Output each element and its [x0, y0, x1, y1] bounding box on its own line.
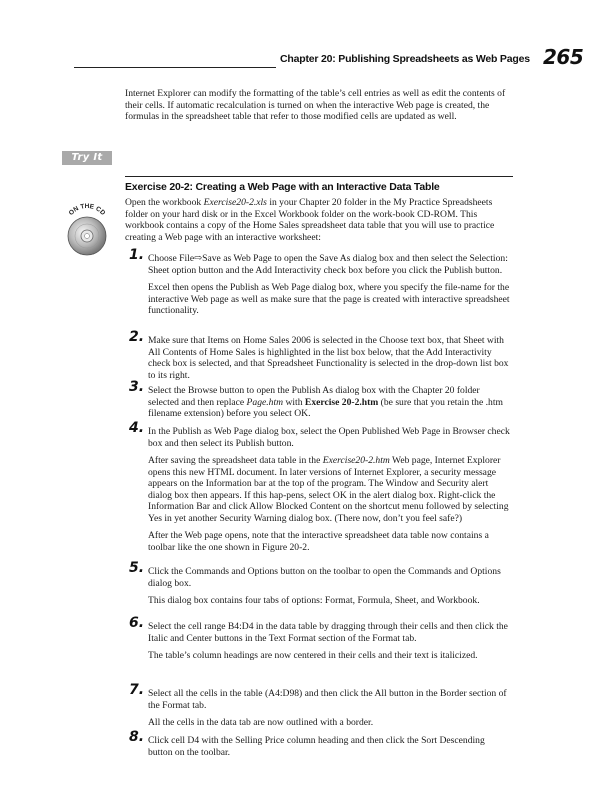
running-head: Chapter 20: Publishing Spreadsheets as Web Pages — [280, 53, 530, 65]
intro-paragraph: Internet Explorer can modify the formatting of the table’s cell entries as well as edit the contents of their cells. If automatic recalculation is turned on when the interactive Web page is created, the formulas in the spreadsheet table that refer to those modified cells are updated as well. — [125, 88, 506, 122]
step-number: 8. — [129, 729, 145, 745]
step-number: 3. — [129, 379, 145, 395]
step-number: 4. — [129, 420, 145, 436]
try-it-label: Try It — [62, 151, 112, 165]
step-text: In the Publish as Web Page dialog box, select the Open Published Web Page in Browser check box and then select its Publish button. — [148, 426, 510, 449]
step-note: All the cells in the data tab are now outlined with a border. — [148, 717, 374, 728]
step-number: 1. — [129, 247, 145, 263]
step-number: 2. — [129, 329, 145, 345]
step-text: Select the cell range B4:D4 in the data table by dragging through their cells and then click the Italic and Center buttons in the Text Format section of the Format tab. — [148, 621, 508, 644]
step-text: Select the Browse button to open the Publish As dialog box with the Chapter 20 folder selected and then replace Page.htm with Exercise 20-2.htm (be sure that you retain the .htm filename extension) before you select OK. — [148, 385, 503, 419]
step-2 — [129, 329, 510, 381]
svg-text:ON THE CD — [68, 203, 107, 217]
step-5 — [129, 560, 510, 607]
step-note-2: After the Web page opens, note that the interactive spreadsheet data table now contains a toolbar like the one shown in Figure 20-2. — [148, 530, 489, 553]
step-6 — [129, 615, 510, 662]
step-text: Select all the cells in the table (A4:D98) and then click the All button in the Border section of the Format tab. — [148, 688, 507, 711]
step-number: 5. — [129, 560, 145, 576]
step-7 — [129, 682, 510, 729]
step-number: 6. — [129, 615, 145, 631]
page-number: 265 — [543, 45, 584, 69]
on-the-cd-icon — [60, 200, 114, 260]
header-rule — [74, 67, 276, 68]
step-note: Excel then opens the Publish as Web Page dialog box, where you specify the file-name for the interactive Web page as well as make sure that the page is created with interactive spreadsheet functionality. — [148, 282, 510, 316]
exercise-intro: Open the workbook Exercise20-2.xls in your Chapter 20 folder in the My Practice Spreadsheets folder on your hard disk or in the Excel Workbook folder on the work-book CD-ROM. This workbook contains a copy of the Home Sales spreadsheet data table that you will use to practice creating a Web page with an interactive worksheet: — [125, 197, 495, 243]
step-text: Click the Commands and Options button on the toolbar to open the Commands and Options dialog box. — [148, 566, 501, 589]
step-note: The table’s column headings are now centered in their cells and their text is italicized. — [148, 650, 478, 661]
exercise-rule — [125, 176, 513, 177]
exercise-title: Exercise 20-2: Creating a Web Page with an Interactive Data Table — [125, 181, 440, 193]
step-text: Choose File⇨Save as Web Page to open the Save As dialog box and then select the Selection: Sheet option button and the Add Interactivity check box before you click the Publish button. — [148, 253, 508, 276]
step-number: 7. — [129, 682, 145, 698]
step-note: This dialog box contains four tabs of options: Format, Formula, Sheet, and Workbook. — [148, 595, 480, 606]
step-8 — [129, 729, 510, 758]
step-text: Click cell D4 with the Selling Price column heading and then click the Sort Descending button on the toolbar. — [148, 735, 485, 758]
step-3 — [129, 379, 510, 420]
step-text: Make sure that Items on Home Sales 2006 is selected in the Choose text box, that Sheet with All Contents of Home Sales is highlighted in the list box below, that the Add Interactivity check box is selected, and that Spreadsheet Functionality is selected in the drop-down list box to its right. — [148, 335, 509, 381]
step-4 — [129, 420, 510, 553]
step-note: After saving the spreadsheet data table in the Exercise20-2.htm Web page, Internet Explorer opens this new HTML document. In later versions of Internet Explorer, a security message appears on the Information bar at the top of the program. The Window and Security alert dialog box then appears. If this hap-pens, select OK in the alert dialog box. Right-click the Information Bar and click Allow Blocked Content on the shortcut menu followed by selecting Yes in yet another Security Warning dialog box. (There now, don’t you feel safe?) — [148, 455, 509, 524]
step-1 — [129, 247, 510, 317]
cd-label: ON THE CD — [67, 203, 107, 217]
